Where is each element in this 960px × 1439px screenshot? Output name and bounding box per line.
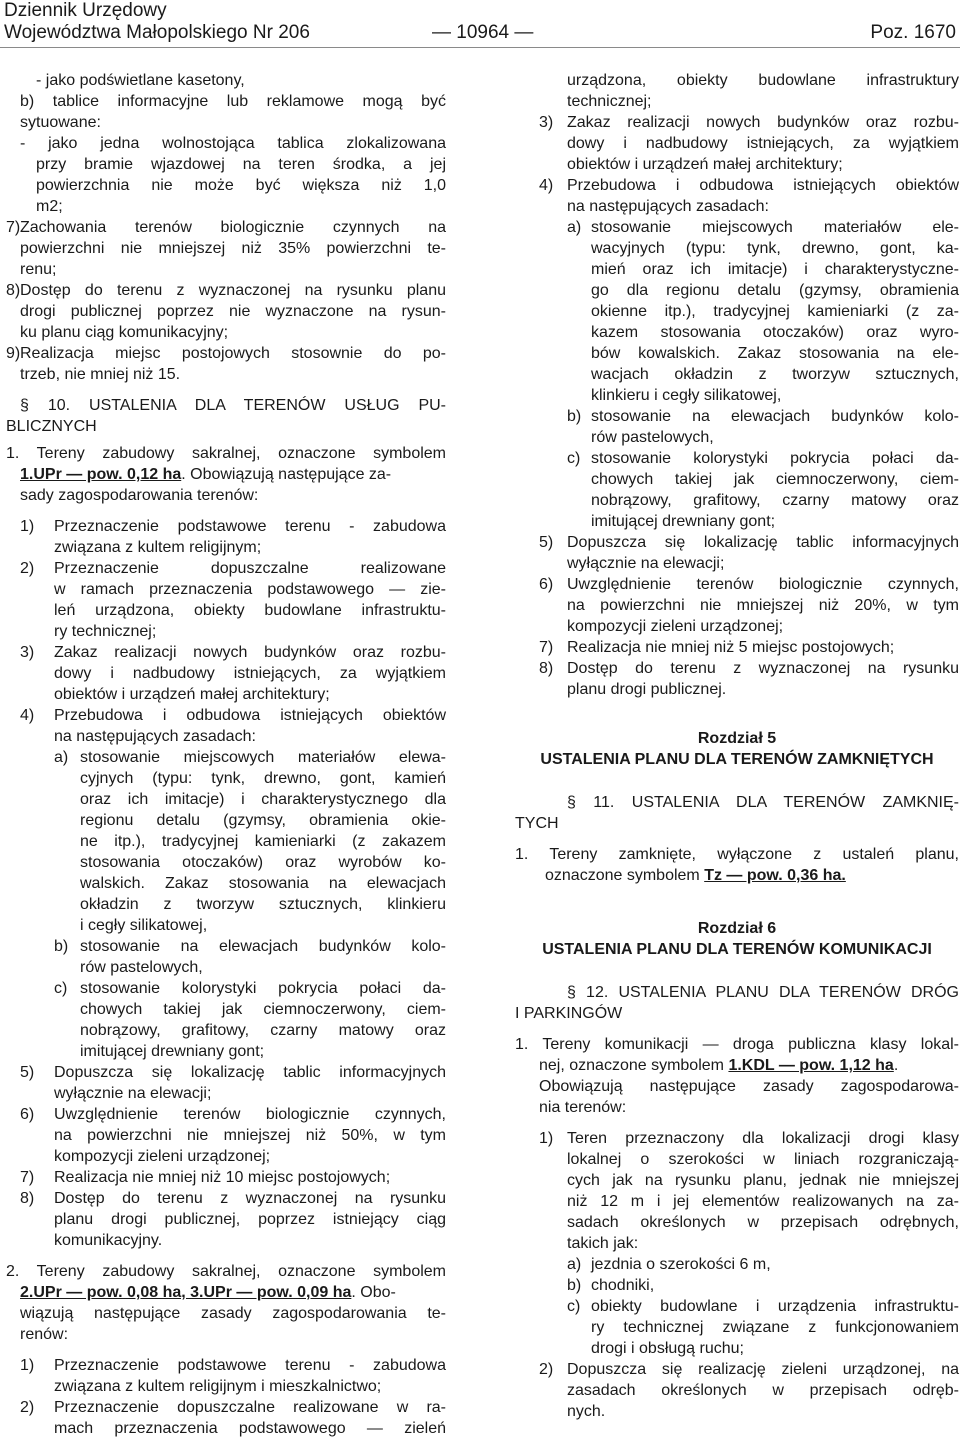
text-line: powierzchnia nie może być większa niż 1,0 xyxy=(36,177,446,194)
list-item: 7) Realizacja nie mniej niż 10 miejsc postojowych; xyxy=(20,1169,391,1186)
text-line: stosowania otoczaków) oraz wyrobów ko- xyxy=(80,854,446,871)
symbol-2upr-3upr: 2.UPr — pow. 0,08 ha, 3.UPr — pow. 0,09 ha xyxy=(20,1284,352,1301)
position-number: Poz. 1670 xyxy=(870,22,956,43)
paragraph-line: 2. Tereny zabudowy sakralnej, oznaczone symbolem xyxy=(6,1263,446,1280)
symbol-1upr: 1.UPr — pow. 0,12 ha xyxy=(20,466,182,483)
text-line: mień oraz ich imitacje) i charakterystyczne- xyxy=(591,261,959,278)
paragraph-line: sady zagospodarowania terenów: xyxy=(20,487,259,504)
sub-list-item: a) stosowanie miejscowych materiałów ele- xyxy=(567,219,959,236)
text-line: i cegły silikatowej, xyxy=(80,917,208,934)
list-item: 8) Dostęp do terenu z wyznaczonej na rysunku xyxy=(20,1190,446,1207)
paragraph-line: renów: xyxy=(20,1326,69,1343)
text-line: przy bramie wjazdowej na teren środka, a jej xyxy=(36,156,446,173)
sub-list-item: c) stosowanie kolorystyki pokrycia połaci da- xyxy=(567,450,959,467)
text-line: wacyjnych (typu: tynk, drewno, gont, ka- xyxy=(591,240,959,257)
text-line: lokalnej o szerokości w liniach rozgraniczają- xyxy=(567,1151,959,1168)
text-line: sadach określonych w przepisach odrębnych, xyxy=(567,1214,959,1231)
text-line: związana z kultem religijnym; xyxy=(54,539,262,556)
text-line: wyłącznie na elewacji; xyxy=(54,1085,212,1102)
text-line: na następujących zasadach: xyxy=(54,728,256,745)
text-line: - jako jedna wolnostojąca tablica zlokalizowana xyxy=(20,135,446,152)
text-line: ry technicznej związane z funkcjonowaniem xyxy=(591,1319,959,1336)
text-line: chowych takiej jak ciemnoczerwony, ciem- xyxy=(80,1001,446,1018)
text-line: - jako podświetlane kasetony, xyxy=(36,72,245,89)
section-heading: § 11. USTALENIA DLA TERENÓW ZAMKNIĘ- xyxy=(567,794,959,811)
text-line: obiektów i urządzeń małej architektury; xyxy=(567,156,843,173)
text-line: kazem stosowania otoczaków) oraz wyro- xyxy=(591,324,959,341)
text-line: rów pastelowych, xyxy=(80,959,203,976)
text-line: m2; xyxy=(36,198,63,215)
paragraph-line: 1.UPr — pow. 0,12 ha. Obowiązują następujące za- xyxy=(20,466,392,483)
text-line: dowy i nadbudowy istniejących, za wyjątkiem xyxy=(567,135,959,152)
list-item: 9) Realizacja miejsc postojowych stosownie do po- xyxy=(6,345,446,362)
left-column xyxy=(6,70,446,1439)
text-line: w ramach przeznaczenia podstawowego — zie- xyxy=(54,581,446,598)
section-heading: § 12. USTALENIA PLANU DLA TERENÓW DRÓG xyxy=(567,984,959,1001)
text-line: na powierzchni nie mniejszej niż 20%, w tym xyxy=(567,597,959,614)
text-line: zasadach określonych w przepisach odręb- xyxy=(567,1382,959,1399)
text-line: nych. xyxy=(567,1403,606,1420)
list-item: 4) Przebudowa i odbudowa istniejących obiektów xyxy=(20,707,446,724)
page-header xyxy=(0,0,960,52)
text-line: okładzin z tworzyw sztucznych, klinkieru xyxy=(80,896,446,913)
text-line: wyłącznie na elewacji; xyxy=(567,555,725,572)
section-heading: TYCH xyxy=(515,815,559,832)
list-item: 4) Przebudowa i odbudowa istniejących obiektów xyxy=(539,177,959,194)
paragraph-line: wiązują następujące zasady zagospodarowania te- xyxy=(20,1305,446,1322)
sub-list-item: a) jezdnia o szerokości 6 m, xyxy=(567,1256,771,1273)
sub-list-item: a) stosowanie miejscowych materiałów elewa- xyxy=(54,749,446,766)
list-item: 8) Dostęp do terenu z wyznaczonej na rysunku planu xyxy=(6,282,446,299)
text-line: komunikacyjny. xyxy=(54,1232,163,1249)
paragraph-line: 2.UPr — pow. 0,08 ha, 3.UPr — pow. 0,09 ha. Obo- xyxy=(20,1284,396,1301)
text-line: kompozycji zieleni urządzonej; xyxy=(567,618,784,635)
text-line: powierzchni nie mniejszej niż 35% powierzchni te- xyxy=(20,240,446,257)
list-item: 2) Przeznaczenie dopuszczalne realizowane w ra- xyxy=(20,1399,446,1416)
right-column xyxy=(515,70,959,1422)
text-line: związana z kultem religijnym i mieszkalnictwo; xyxy=(54,1378,382,1395)
paragraph-line: 1. Tereny komunikacji — droga publiczna klasy lokal- xyxy=(515,1036,959,1053)
text-line: nobrązowy, grafitowy, czarny matowy oraz xyxy=(80,1022,446,1039)
list-item: 7) Zachowania terenów biologicznie czynnych na xyxy=(6,219,446,236)
text-line: obiektów i urządzeń małej architektury; xyxy=(54,686,330,703)
text-line: chowych takiej jak ciemnoczerwony, ciem- xyxy=(591,471,959,488)
text-line: technicznej; xyxy=(567,93,652,110)
list-item: 1) Przeznaczenie podstawowe terenu - zabudowa xyxy=(20,1357,446,1374)
text-line: nobrązowy, grafitowy, czarny matowy oraz xyxy=(591,492,959,509)
text-line: sytuowane: xyxy=(20,114,101,131)
text-line: planu drogi publicznej, poprzez istniejący ciąg xyxy=(54,1211,446,1228)
sub-list-item: b) stosowanie na elewacjach budynków kolo- xyxy=(54,938,446,955)
list-item: 1) Teren przeznaczony dla lokalizacji drogi klasy xyxy=(539,1130,959,1147)
text-line: drogi publicznej poprzez nie wyznaczone na rysun- xyxy=(20,303,446,320)
text-line: rów pastelowych, xyxy=(591,429,714,446)
journal-issue: Województwa Małopolskiego Nr 206 xyxy=(4,22,310,43)
list-item: 1) Przeznaczenie podstawowe terenu - zabudowa xyxy=(20,518,446,535)
text-line: klinkieru i cegły silikatowej, xyxy=(591,387,782,404)
symbol-1kdl: 1.KDL — pow. 1,12 ha xyxy=(728,1057,894,1074)
text-line: urządzona, obiekty budowlane infrastruktury xyxy=(567,72,959,89)
list-item: 8) Dostęp do terenu z wyznaczonej na rysunku xyxy=(539,660,959,677)
text-line: cyjnych (typu: tynk, drewno, gont, kamień xyxy=(80,770,446,787)
chapter-number: Rozdział 5 xyxy=(697,730,777,747)
chapter-title: USTALENIA PLANU DLA TERENÓW KOMUNIKACJI xyxy=(542,941,932,958)
list-item: 3) Zakaz realizacji nowych budynków oraz rozbu- xyxy=(539,114,959,131)
chapter-number: Rozdział 6 xyxy=(697,920,777,937)
sub-list-item: c) stosowanie kolorystyki pokrycia połaci da- xyxy=(54,980,446,997)
paragraph-line: 1. Tereny zabudowy sakralnej, oznaczone symbolem xyxy=(6,445,446,462)
paragraph-line: nej, oznaczone symbolem 1.KDL — pow. 1,12 ha. xyxy=(539,1057,899,1074)
text-line: trzeb, nie mniej niż 15. xyxy=(20,366,181,383)
text-line: ry technicznej; xyxy=(54,623,157,640)
list-item: 7) Realizacja nie mniej niż 5 miejsc postojowych; xyxy=(539,639,895,656)
text-line: leń urządzona, obiekty budowlane infrastruktu- xyxy=(54,602,446,619)
sub-list-item: b) chodniki, xyxy=(567,1277,655,1294)
list-item: 5) Dopuszcza się lokalizację tablic informacyjnych xyxy=(539,534,959,551)
list-item: 2) Dopuszcza się realizację zieleni urządzonej, na xyxy=(539,1361,959,1378)
page-number: — 10964 — xyxy=(432,22,534,43)
paragraph-line: oznaczone symbolem Tz — pow. 0,36 ha. xyxy=(545,867,846,884)
sub-list-item: b) stosowanie na elewacjach budynków kolo- xyxy=(567,408,959,425)
text-line: go dla regionu detalu (gzymsy, obramienia xyxy=(591,282,959,299)
text-line: kompozycji zieleni urządzonej; xyxy=(54,1148,271,1165)
text-line: niż 12 m i jej elementów realizowanych na za- xyxy=(567,1193,959,1210)
symbol-tz: Tz — pow. 0,36 ha. xyxy=(704,867,846,884)
text-line: mach przeznaczenia podstawowego — zieleń xyxy=(54,1420,446,1437)
text-line: cych jak na rysunku planu, jednak nie mniejszej xyxy=(567,1172,959,1189)
text-line: ne itp.), tradycyjnej kamieniarki (z zakazem xyxy=(80,833,446,850)
chapter-title: USTALENIA PLANU DLA TERENÓW ZAMKNIĘTYCH xyxy=(540,751,934,768)
text-line: okienne itp.), tradycyjnej kamieniarki (z za- xyxy=(591,303,959,320)
section-heading: § 10. USTALENIA DLA TERENÓW USŁUG PU- xyxy=(20,397,446,414)
text-line: planu drogi publicznej. xyxy=(567,681,727,698)
text-line: wacjach okładzin z tworzyw sztucznych, xyxy=(591,366,959,383)
text-line: renu; xyxy=(20,261,57,278)
text-line: na powierzchni nie mniejszej niż 50%, w tym xyxy=(54,1127,446,1144)
paragraph-line: 1. Tereny zamknięte, wyłączone z ustaleń planu, xyxy=(515,846,959,863)
text-line: imitującej drewniany gont; xyxy=(80,1043,265,1060)
paragraph-line: nia terenów: xyxy=(539,1099,627,1116)
text-line: b) tablice informacyjne lub reklamowe mogą być xyxy=(20,93,446,110)
list-item: 6) Uwzględnienie terenów biologicznie czynnych, xyxy=(20,1106,446,1123)
list-item: 3) Zakaz realizacji nowych budynków oraz rozbu- xyxy=(20,644,446,661)
list-item: 6) Uwzględnienie terenów biologicznie czynnych, xyxy=(539,576,959,593)
text-line: bów kowalskich. Zakaz stosowania na ele- xyxy=(591,345,959,362)
text-line: dowy i nadbudowy istniejących, za wyjątkiem xyxy=(54,665,446,682)
section-heading: I PARKINGÓW xyxy=(515,1005,623,1022)
text-line: takich jak: xyxy=(567,1235,639,1252)
header-divider xyxy=(0,47,960,48)
section-heading: BLICZNYCH xyxy=(6,418,97,435)
list-item: 5) Dopuszcza się lokalizację tablic informacyjnych xyxy=(20,1064,446,1081)
text-line: na następujących zasadach: xyxy=(567,198,769,215)
text-line: regionu detalu (gzymsy, obramienia okie- xyxy=(80,812,446,829)
text-line: imitującej drewniany gont; xyxy=(591,513,776,530)
text-line: drogi i obsługą ruchu; xyxy=(591,1340,744,1357)
text-line: ku planu ciąg komunikacyjny; xyxy=(20,324,229,341)
text-line: oraz ich imitacje) i charakterystycznego dla xyxy=(80,791,446,808)
list-item: 2) Przeznaczenie dopuszczalne realizowane xyxy=(20,560,446,577)
journal-title: Dziennik Urzędowy xyxy=(4,0,167,21)
paragraph-line: Obowiązują następujące zasady zagospodarowa- xyxy=(539,1078,959,1095)
sub-list-item: c) obiekty budowlane i urządzenia infrastruktu- xyxy=(567,1298,959,1315)
text-line: walskich. Zakaz stosowania na elewacjach xyxy=(80,875,446,892)
